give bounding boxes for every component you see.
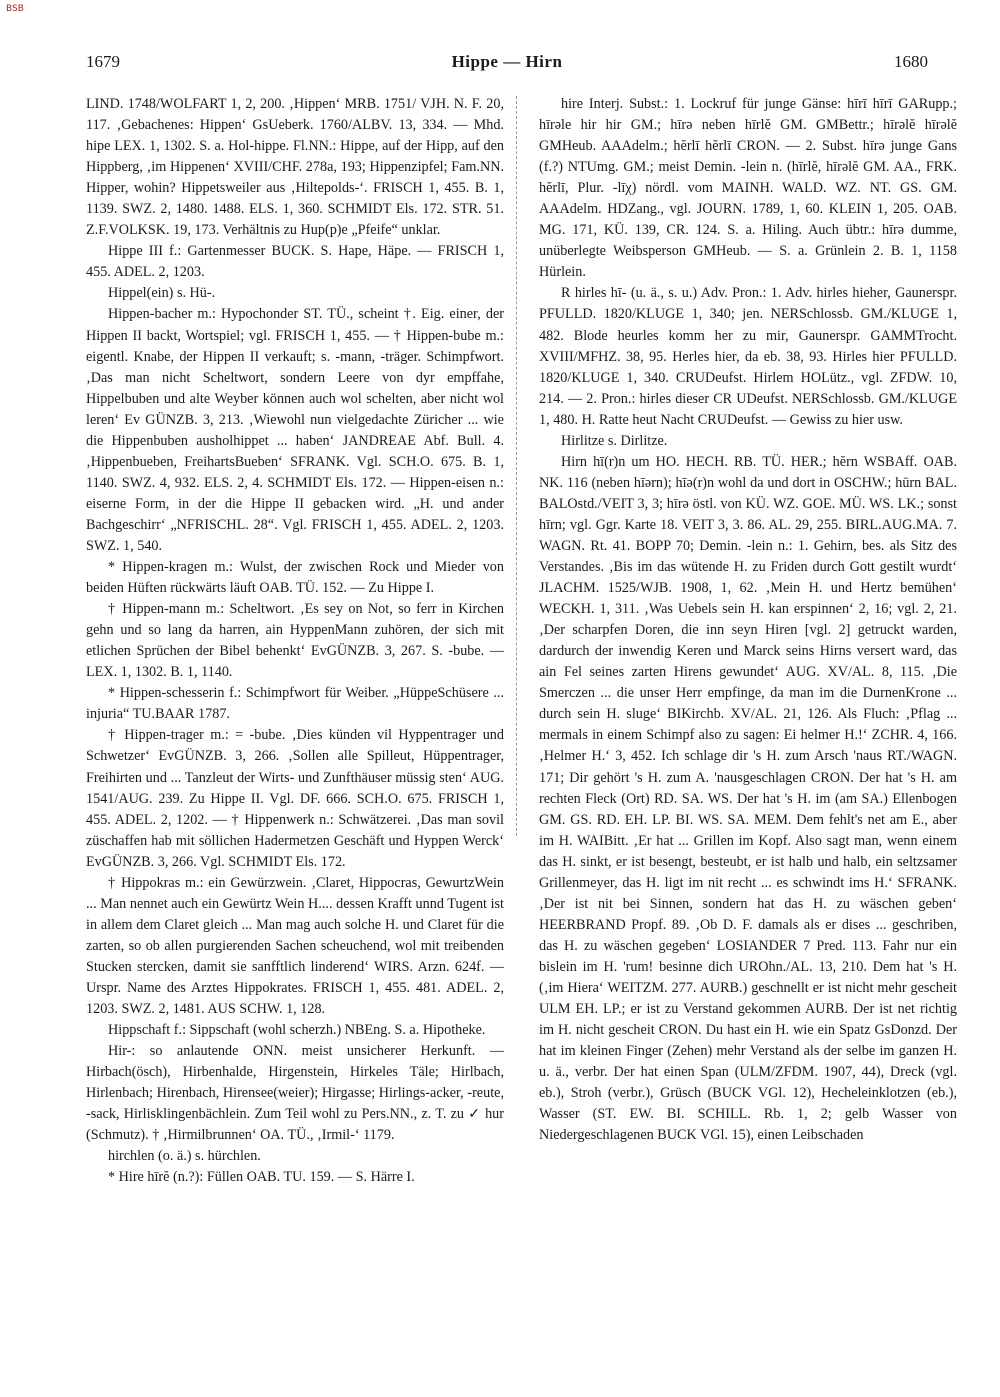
entry-hirlitze: Hirlitze s. Dirlitze. xyxy=(561,432,668,449)
column-divider xyxy=(516,96,517,836)
right-column xyxy=(539,94,957,1384)
entry-hippen-kragen: * Hippen-kragen m.: Wulst, der zwischen Rock und Mieder von beiden Hüften rückwärts läuft OAB. TÜ. 152. — Zu Hippe I. xyxy=(86,559,504,597)
entry-hippe-iii: Hippe III f.: Gartenmesser BUCK. S. Hape, Häpe. — FRISCH 1, 455. ADEL. 2, 1203. xyxy=(86,243,504,281)
entry-hire-fuellen: * Hire hīrĕ (n.?): Füllen OAB. TU. 159. — S. Härre I. xyxy=(108,1169,415,1186)
entry-hippen-schesserin: * Hippen-schesserin f.: Schimpfwort für Weiber. „HüppeSchüsere ... injuria“ TU.BAAR 1787. xyxy=(86,685,504,723)
entry-hirchlen: hirchlen (o. ä.) s. hürchlen. xyxy=(108,1148,261,1165)
entry-hir: Hir-: so anlautende ONN. meist unsicherer Herkunft. — Hirbach(ösch), Hirbenhalde, Hirgenstein, Hirkeles Täle; Hirlbach, Hirlenbach; Hirenbach, Hirensee(weier); Hirgasse; Hirlings-acker, -reute, -sack, Hirlisklingenbächlein. Zum Teil wohl zu Pers.NN., z. T. zu ✓ hur (Schmutz). † ‚Hirmilbrunnen‘ OA. TÜ., ‚Irmil-‘ 1179. xyxy=(86,1043,504,1144)
entry-hire-interj: hire Interj. Subst.: 1. Lockruf für junge Gänse: hīrī hīrī GARupp.; hīrəle hir hir GM.; hīrə neben hīrlĕ GM. GMBettr.; hīrəlĕ hīrəlĕ GMHeub. AAAdelm.; hĕrlī hĕrlī CRON. — 2. Subst. hīrə junge Gans (f.?) NTUmg. GM.; meist Demin. -lein n. (hīrlĕ, hīrəlĕ GM. AA., FRK. hĕrlī, Plur. -līχ) nördl. vom MAINH. WALD. WZ. NT. GS. GM. AAAdelm. HDZang., vgl. JOURN. 1789, 1, 60. KLEIN 1, 205. OAB. MG. 171, KÜ. 139, CR. 124. S. a. Hiling. Auch übtr.: hīrə dumme, unüberlegte Weibsperson GMHeub. — S. a. Grünlein 2. B. 1, 1158 Hürlein. xyxy=(539,96,957,281)
entry-hippschaft: Hippschaft f.: Sippschaft (wohl scherzh.) NBEng. S. a. Hipotheke. xyxy=(108,1022,486,1039)
running-head: Hippe — Hirn xyxy=(451,52,563,71)
entry-hippen-mann: † Hippen-mann m.: Scheltwort. ‚Es sey on Not, so ferr in Kirchen gehn und so lang da harren, ain HyppenMann zuhören, der sich mit etlichen Sprüchen der Bibel behenkt‘ EvGÜNZB. 3, 267. S. -bube. — LEX. 1, 1302. B. 1, 1140. xyxy=(86,601,504,681)
entry-hippel: Hippel(ein) s. Hü-. xyxy=(108,285,216,302)
entry-hippen-bacher: Hippen-bacher m.: Hypochonder ST. TÜ., scheint †. Eig. einer, der Hippen II backt, Wortspiel; vgl. FRISCH 1, 455. — † Hippen-bube m.: eigentl. Knabe, der Hippen II verkauft; s. -mann, -träger. Schimpfwort. ‚Das man nicht Scheltwort, sondern Leere von dyr empffahe, Hippelbuben und alte Weyber können auch wol schelten, aber nicht wol leren‘ Ev GÜNZB. 3, 213. ‚Wiewohl nun vielgedachte Züricher ... wie die Hippenbuben ausholhippet ... haben‘ JANDREAE Abf. Bull. 4. ‚Hippenbueben, FreihartsBueben‘ SFRANK. Vgl. SCH.O. 675. B. 1, 1140. SWZ. 4, 932. ELS. 2, 4. SCHMIDT Els. 172. — Hippen-eisen n.: eiserne Form, in der die Hippe II gebacken wird. „H. und ander Bachgeschirr‘ „NFRISCHL. 28“. Vgl. FRISCH 1, 455. ADEL. 2, 1203. SWZ. 1, 540. xyxy=(86,306,504,554)
left-column xyxy=(86,94,504,1384)
entry-hirn: Hirn hī(r)n um HO. HECH. RB. TÜ. HER.; hĕrn WSBAff. OAB. NK. 116 (neben hīərn); hīə(r)n wohl da und dort in OSCHW.; hūrn BAL. BALOstd./VEIT 3, 3; hīrə östl. von KÜ. WZ. GOE. MÜ. WS. LK.; sonst hīrn; vgl. Ggr. Karte 18. VEIT 3, 3. 86. AL. 29, 255. BIRL.AUG.MA. 7. WAGN. Rt. 41. BOPP 70; Demin. -lein n.: 1. Gehirn, bes. als Sitz des Verstandes. ‚Bis im das wütende H. zu Friden durch Gott gestilt wurdt‘ JLACHM. 1525/WJB. 1908, 1, 62. ‚Mein H. und Hertz bemühen‘ WECKH. 1, 311. ‚Was Uebels sein H. kan erspinnen‘ 2, 16; vgl. 2, 21. ‚Der scharpfen Doren, die inn seyn Hiren [vgl. 2] getruckt warden, dardurch der inwendig Keren und Marck seins Hirns versert ward, das ain Fel seines zarten Hirens gewundet‘ AUG. XV/AL. 8, 115. ‚Die Smerczen ... die unser Herr empfinge, da man im die DurnenKrone ... durch sein H. sluge‘ BIKirchb. XV/AL. 21, 126. Als Fluch: ‚Pflag ... mermals in einem Schimpf also zu sagen: Ei helmer H.!‘ ZCHR. 4, 166. ‚Helmer H.‘ 3, 452. Ich schlage dir 's H. zum Arsch 'naus RT./WAGN. 171; Dir gehört 's H. zum A. 'nausgeschlagen CRON. Der hat 's H. am rechten Fleck (Ort) RD. SA. WS. Der hat 's H. im (am SA.) Ellenbogen GM. GS. RD. EH. LP. BI. WS. SA. MEM. Dem fehlt's net am E., aber im H. WAIBitt. ‚Er hat ... Grillen im Kopf. Also sagt man, wenn einem das H. sinkt, er ist besengt, besteubt, er ist halb und halb, ein seltzsamer Grillenmeyer, das H. ligt im nit recht ... es schwindt ims H.‘ SFRANK. ‚Der ist nit bei Sinnen, sondern hat das H. zu wäschen geben‘ HEERBRAND Propf. 89. ‚Ob D. F. damals als er dises ... geschriben, das H. zu wäschen gegeben‘ LOSIANDER 7 Pred. 113. Fahr nur ein bislein im H. 'rum! besinne dich UROhn./AL. 13, 210. Dem hat 's H. (‚im Hiera‘ WEITZM. 277. AURB.) geschnellt er ist nicht mehr gescheit ULM EH. LP.; er ist zu Verstand gekommen AURB. Der ist net richtig im H. nicht gescheit CRON. Du hast ein H. wie ein Spatz GsDonzd. Der hat im kleinen Finger (Zehen) mehr Verstand als der selbe im ganzen H. u. ä., verbr. Der hat einen Span (ULM/ZFDM. 1907, 44), Dreck (vgl. eb.), Stroh (verbr.), Grüsch (BUCK VGl. 12), Hecheleinklotzen (eb.), Wasser (ST. EW. BI. SCHILL. Rb. 1, 2; gelb Wasser von Niedergeschlagenen BUCK VGl. 15), einen Leibschaden xyxy=(539,453,957,1144)
page-number-left: 1679 xyxy=(86,52,120,71)
page-header xyxy=(86,52,928,80)
entry-hirles: R hirles hī- (u. ä., s. u.) Adv. Pron.: 1. Adv. hirles hieher, Gaunerspr. PFULLD. 1820/KLUGE 1, 340; jen. NERSchlossb. GM./KLUGE 1, 482. Blode heurles komm her zu mir, Gaunerspr. GAMMTrocht. XVIII/MFHZ. 38, 95. Herles hier, da eb. 38, 93. Hirles hier PFULLD. 1820/KLUGE 1, 340. CRUDeufst. Hirlem HOLütz., vgl. ZFDW. 10, 214. — 2. Pron.: hirles dieser CR UDeufst. NERSchlossb. GM./KLUGE 1, 480. H. Ratte heut Nacht CRUDeufst. — Gewiss zu hier usw. xyxy=(539,285,957,428)
entry-paragraph: LIND. 1748/WOLFART 1, 2, 200. ‚Hippen‘ MRB. 1751/ VJH. N. F. 20, 117. ‚Gebachenes: Hippen‘ GsUeberk. 1760/ALBV. 13, 334. — Mhd. hipe LEX. 1, 1302. S. a. Hol-hippe. Fl.NN.: Hippe, auf der Hipp, auf den Hippberg, ‚im Hippenen‘ XVIII/CHF. 278a, 193; Hippenzipfel; Fam.NN. Hipper, wohin? Hippetsweiler aus ‚Hiltepolds-‘. FRISCH 1, 455. B. 1, 1139. SWZ. 2, 1480. 1488. ELS. 1, 360. SCHMIDT Els. 172. STR. 51. Z.F.VOLKSK. 19, 173. Verhältnis zu Hup(p)e „Pfeife“ unklar. xyxy=(86,96,504,239)
entry-hippokras: † Hippokras m.: ein Gewürzwein. ‚Claret, Hippocras, GewurtzWein ... Man nennet auch ein Gewürtz Wein H.... dessen Krafft unnd Tugent ist in allem dem Claret gleich ... Man mag auch solche H. und Claret für die zarten, so ob allen purgierenden Sachen scheuchend, wol mit treibenden Stucken stercken, damit sie sanfftlich linderend‘ WIRS. Arzn. 624f. — Urspr. Name des Arztes Hippokrates. FRISCH 1, 455. 481. ADEL. 2, 1203. SWZ. 2, 1481. AUS SCHW. 1, 128. xyxy=(86,874,504,1018)
entry-hippen-trager: † Hippen-trager m.: = -bube. ‚Dies künden vil Hyppentrager und Schwetzer‘ EvGÜNZB. 3, 266. ‚Sollen alle Spilleut, Hüppentrager, Freihirten und ... Tanzleut der Wirts- und Zunfthäuser müssig sten‘ AUG. 1541/AUG. 239. Zu Hippe II. Vgl. DF. 666. SCH.O. 675. FRISCH 1, 455. ADEL. 2, 1202. — † Hippenwerk n.: Schwätzerei. ‚Das man sovil züschaffen hab mit söllichen Hadermetzen Geschäft und Hyppen Werck‘ EvGÜNZB. 3, 266. Vgl. SCHMIDT Els. 172. xyxy=(86,727,504,870)
page-number-right: 1680 xyxy=(894,52,928,71)
library-stamp: BSB xyxy=(6,4,24,14)
